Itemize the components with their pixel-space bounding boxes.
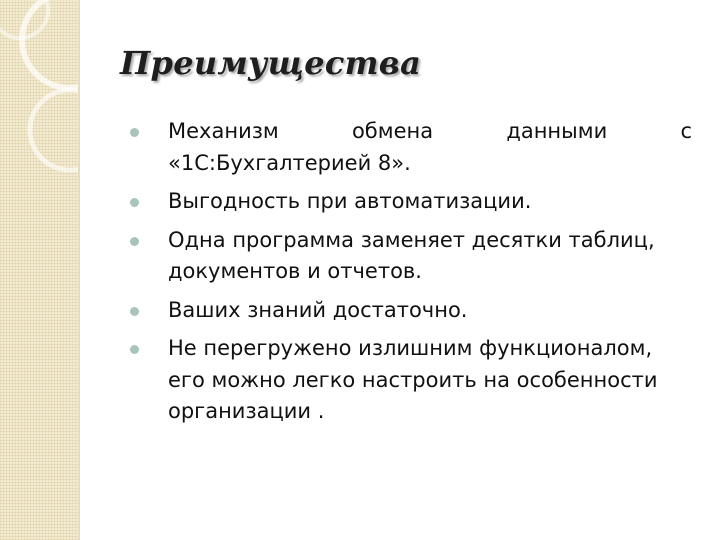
side-decorative-band <box>0 0 78 540</box>
bullet-icon <box>130 128 139 137</box>
bullet-icon <box>130 345 139 354</box>
list-item <box>130 295 692 327</box>
list-item <box>130 225 692 288</box>
list-item-text: Ваших знаний достаточно. <box>168 297 468 322</box>
bullet-list <box>130 116 692 435</box>
list-item-text: Не перегружено излишним функционалом, его можно легко настроить на особенности организации . <box>168 336 658 423</box>
bullet-icon <box>130 237 139 246</box>
list-item <box>130 186 692 218</box>
list-item-text: Механизм обмена данными с «1С:Бухгалтерией 8». <box>168 119 692 175</box>
band-divider <box>78 0 80 540</box>
bullet-icon <box>130 307 139 316</box>
list-item <box>130 333 692 428</box>
list-item-text: Выгодность при автоматизации. <box>168 189 532 213</box>
list-item-text: Одна программа заменяет десятки таблиц, документов и отчетов. <box>168 227 655 283</box>
slide-title: Преимущества <box>120 44 422 82</box>
decorative-circles <box>0 0 78 540</box>
bullet-icon <box>130 198 139 207</box>
list-item <box>130 116 692 179</box>
